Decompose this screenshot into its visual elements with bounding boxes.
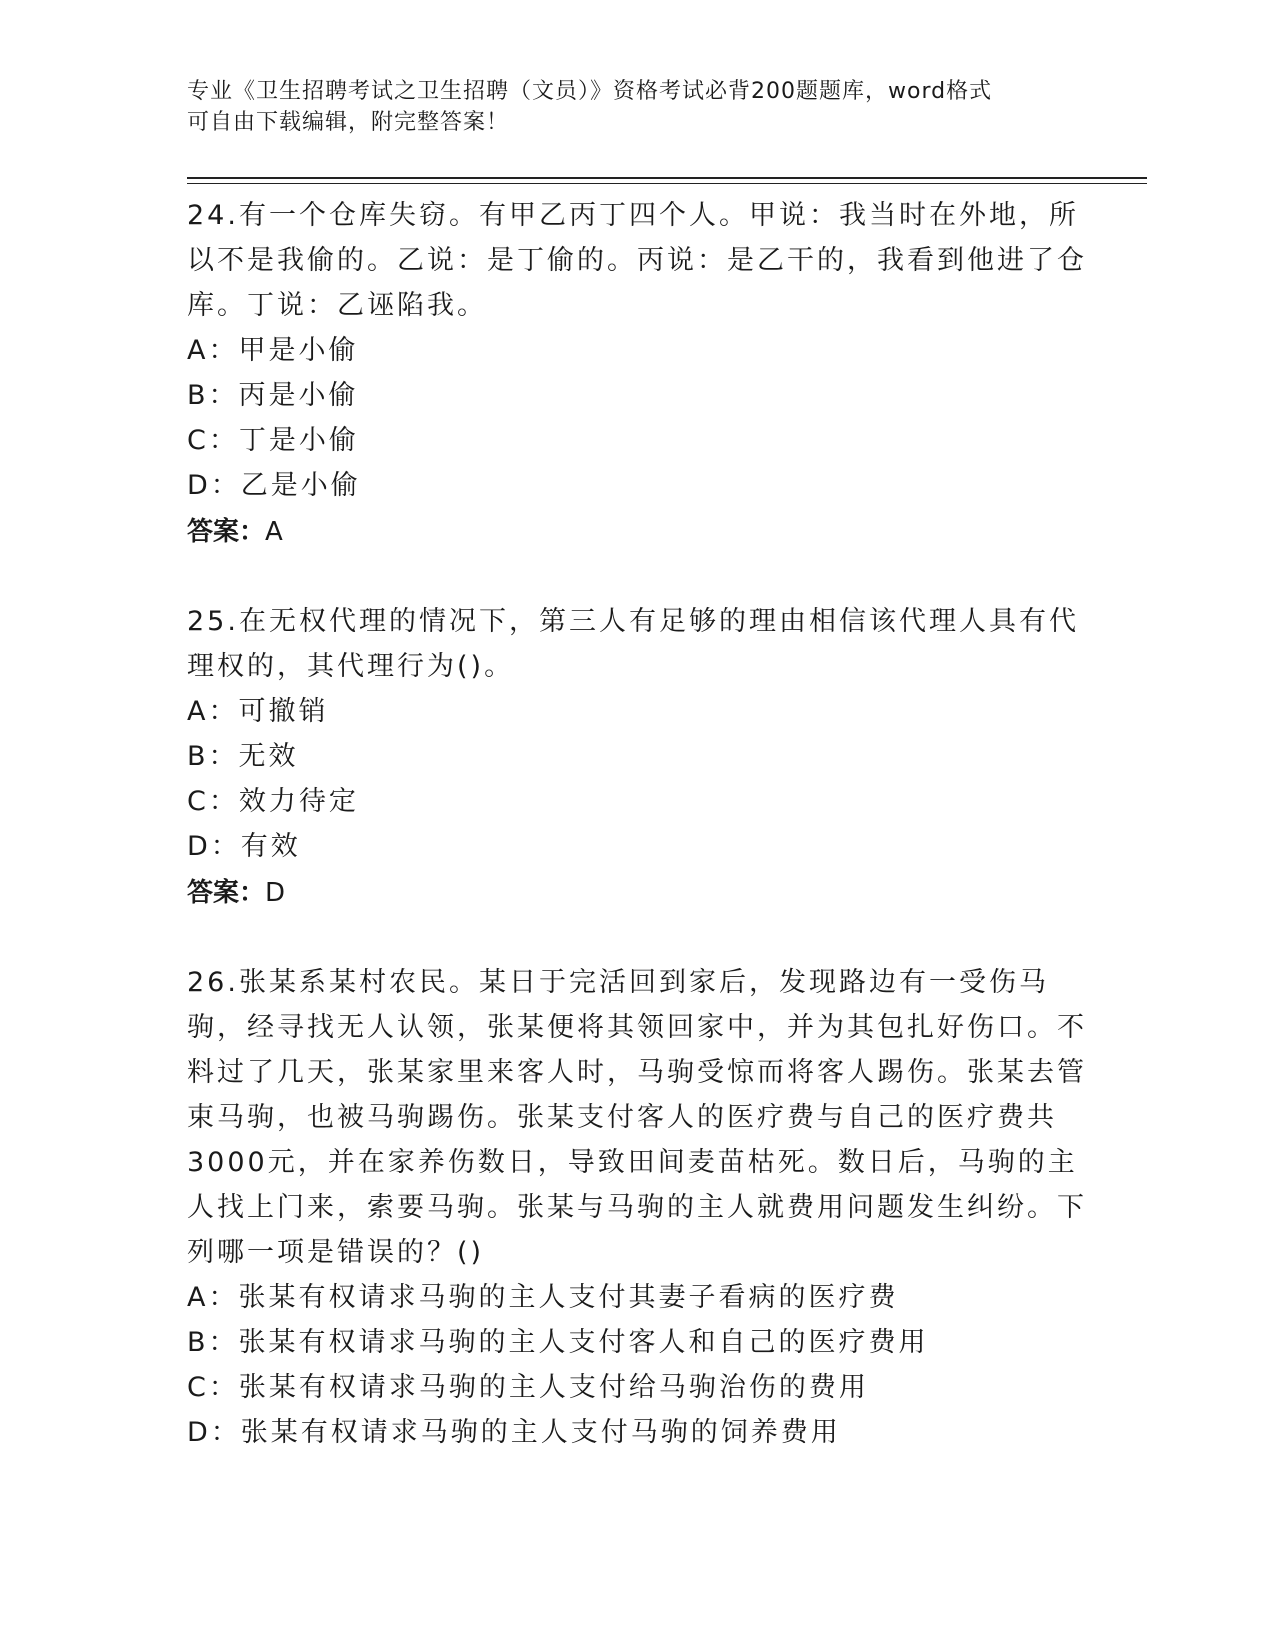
question-26 [187, 960, 1087, 1455]
option-c: C：效力待定 [187, 786, 359, 817]
option-b: B：丙是小偷 [187, 380, 359, 411]
option-c: C：丁是小偷 [187, 425, 359, 456]
answer-value: A [265, 517, 283, 547]
option-d: D：张某有权请求马驹的主人支付马驹的饲养费用 [187, 1417, 841, 1448]
header-line-1: 专业《卫生招聘考试之卫生招聘（文员）》资格考试必背200题题库，word格式 [187, 79, 993, 104]
header-divider-thick [187, 177, 1147, 179]
option-b: B：张某有权请求马驹的主人支付客人和自己的医疗费用 [187, 1327, 929, 1358]
document-header [187, 76, 1067, 138]
option-d: D：乙是小偷 [187, 470, 361, 501]
answer-line [187, 510, 1087, 555]
answer-label: 答案： [187, 878, 266, 908]
question-stem: 25.在无权代理的情况下，第三人有足够的理由相信该代理人具有代理权的，其代理行为()。 [187, 606, 1079, 682]
answer-line [187, 871, 1087, 916]
option-a: A：甲是小偷 [187, 335, 359, 366]
header-divider-thin [187, 183, 1147, 184]
question-list [187, 193, 1087, 1499]
question-25 [187, 599, 1087, 916]
option-b: B：无效 [187, 741, 299, 772]
question-stem: 26.张某系某村农民。某日于完活回到家后，发现路边有一受伤马驹，经寻找无人认领，张某便将其领回家中，并为其包扎好伤口。不料过了几天，张某家里来客人时，马驹受惊而将客人踢伤。张某去管束马驹，也被马驹踢伤。张某支付客人的医疗费与自己的医疗费共3000元，并在家养伤数日，导致田间麦苗枯死。数日后，马驹的主人找上门来，索要马驹。张某与马驹的主人就费用问题发生纠纷。下列哪一项是错误的？() [187, 967, 1087, 1268]
option-d: D：有效 [187, 831, 301, 862]
header-line-2: 可自由下载编辑，附完整答案！ [187, 110, 510, 135]
answer-value: D [265, 878, 286, 908]
answer-label: 答案： [187, 517, 266, 547]
option-c: C：张某有权请求马驹的主人支付给马驹治伤的费用 [187, 1372, 869, 1403]
option-a: A：张某有权请求马驹的主人支付其妻子看病的医疗费 [187, 1282, 899, 1313]
question-stem: 24.有一个仓库失窃。有甲乙丙丁四个人。甲说：我当时在外地，所以不是我偷的。乙说：是丁偷的。丙说：是乙干的，我看到他进了仓库。丁说：乙诬陷我。 [187, 200, 1087, 321]
option-a: A：可撤销 [187, 696, 329, 727]
question-24 [187, 193, 1087, 555]
